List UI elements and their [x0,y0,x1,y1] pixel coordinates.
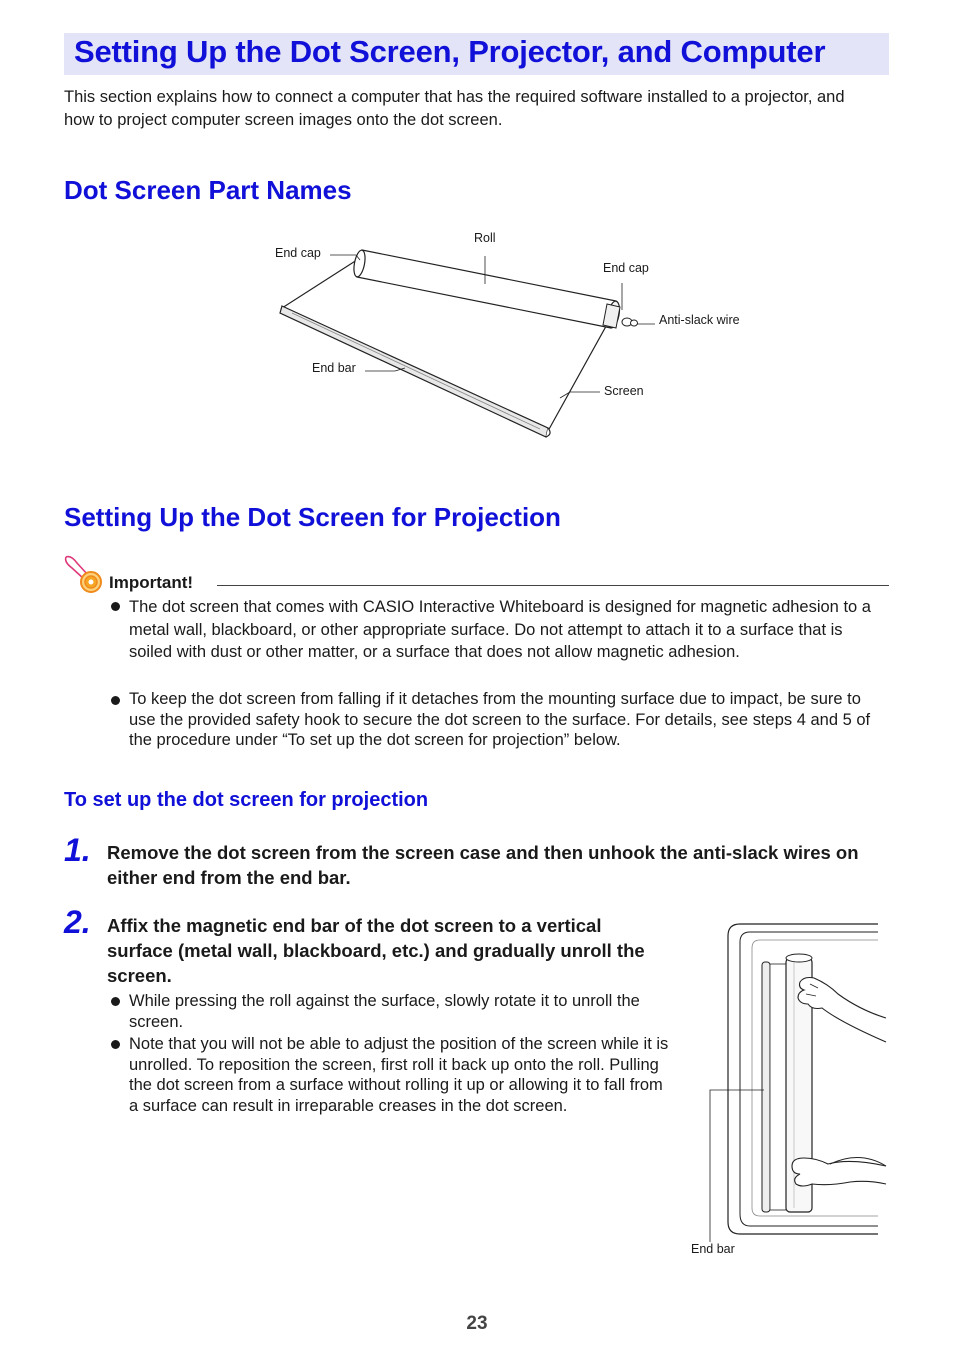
step-2-number: 2. [64,904,91,940]
page-title: Setting Up the Dot Screen, Projector, and Computer [74,34,826,69]
label-end-cap-right: End cap [603,261,649,275]
important-bullet-1: The dot screen that comes with CASIO Interactive Whiteboard is designed for magnetic adhesion to a metal wall, blackboard, or other appropriate surface. Do not attempt to attach it to a surface that is soiled with dust or other matter, or a surface that does not allow magnetic adhesion. [129,598,871,661]
bullet-icon [111,997,120,1006]
important-icon [62,553,106,595]
bullet-icon [111,696,120,705]
dot-screen-figure [270,228,770,450]
label-end-cap-left: End cap [275,246,321,260]
section-heading-setup: Setting Up the Dot Screen for Projection [64,502,561,532]
important-label: Important! [109,573,194,592]
procedure-heading: To set up the dot screen for projection [64,789,429,811]
step-1-text: Remove the dot screen from the screen case and then unhook the anti-slack wires on either end from the end bar. [107,842,859,888]
label-screen: Screen [604,384,644,398]
label-end-bar: End bar [312,361,356,375]
step-2-bullet-2: Note that you will not be able to adjust the position of the screen while it is unrolled. To reposition the screen, first roll it back up onto the roll. Pulling the dot screen from a surface without rolling it up or allowing it to fall from a surface can result in irreparable creases in the dot screen. [129,1035,669,1115]
step-2-text: Affix the magnetic end bar of the dot screen to a vertical surface (metal wall, blackboard, etc.) and gradually unroll the screen. [107,915,645,986]
label-anti-slack-wire: Anti-slack wire [659,313,740,327]
figure-label-end-bar: End bar [691,1242,735,1256]
bullet-icon [111,1040,120,1049]
section-heading-part-names: Dot Screen Part Names [64,175,352,205]
intro-paragraph: This section explains how to connect a computer that has the required software installed to a projector, and how to project computer screen images onto the dot screen. [64,88,845,129]
bullet-icon [111,602,120,611]
step-1-number: 1. [64,832,91,868]
unroll-figure [700,918,890,1248]
important-bullet-2: To keep the dot screen from falling if it detaches from the mounting surface due to impact, be sure to use the provided safety hook to secure the dot screen to the surface. For details, see steps 4 and 5 of the procedure under “To set up the dot screen for projection” below. [129,690,871,750]
label-roll: Roll [474,231,496,245]
page-number: 23 [466,1313,488,1334]
important-rule [217,585,889,586]
step-2-bullet-1: While pressing the roll against the surface, slowly rotate it to unroll the screen. [129,992,640,1031]
